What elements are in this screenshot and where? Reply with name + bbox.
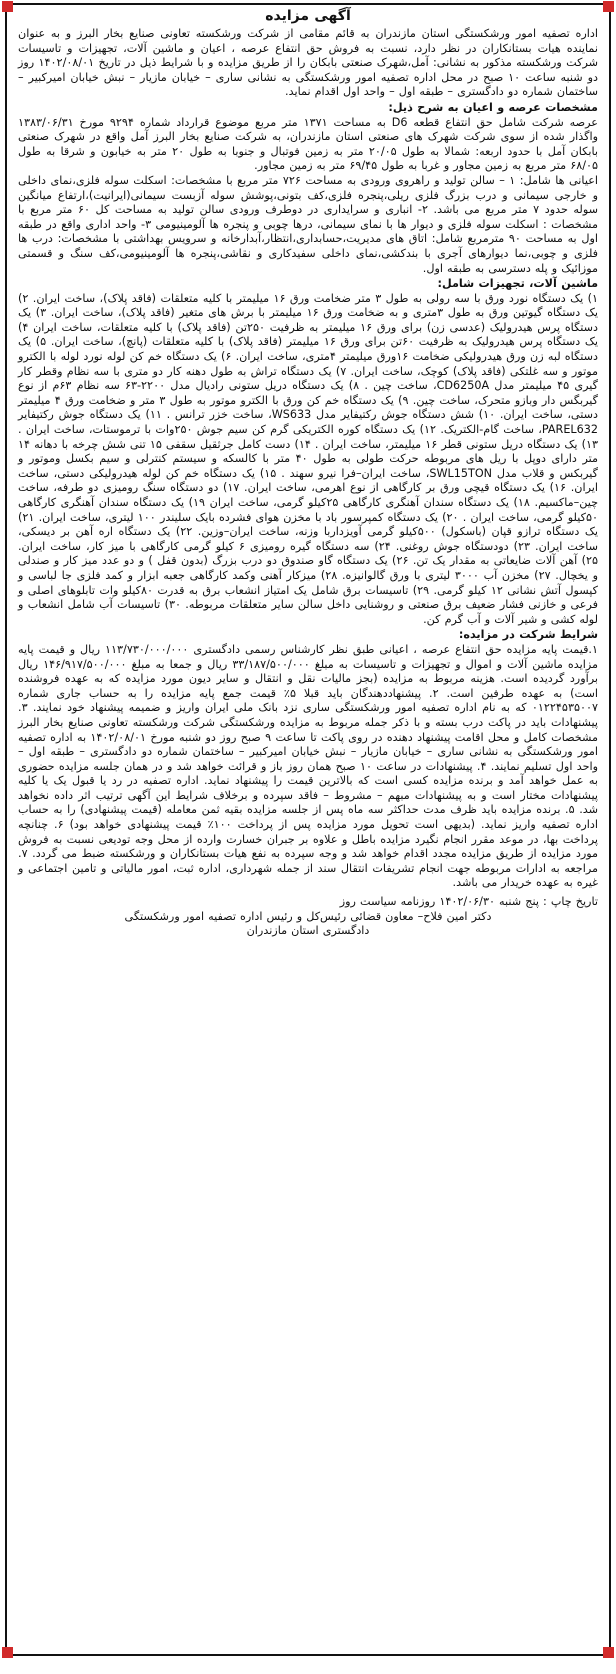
- intro-paragraph: اداره تصفیه امور ورشکستگی استان مازندران به قائم مقامی از شرکت ورشکسته تعاونی صنایع بخار البرز و به عنوان نماینده هیات بستانکاران در نظر دارد، نسبت به فروش حق انتفاع عرصه ، اعیان و ماشین آلات، تجهیزات و تاسیسات شرکت ورشکسته مذکور به نشانی: آمل،شهرک صنعتی بابکان را از طریق مزایده و با شرایط ذیل در تاریخ ۱۴۰۲/۰۸/۰۱ روز دو شنبه ساعت ۱۰ صبح در محل اداره تصفیه امور ورشکستگی به نشانی ساری – خیابان مازیار – نبش خیابان امیرکبیر – ساختمان شماره دو دادگستری – طبقه اول – واحد اول اقدام نماید.: [18, 27, 599, 99]
- notice-title: آگهی مزایده: [265, 8, 351, 24]
- machinery-heading: ماشین آلات، تجهیزات شامل:: [437, 277, 598, 291]
- corner-mark-bottom-left: [2, 1647, 13, 1658]
- signature-line-1: دکتر امین فلاح– معاون قضائی رئیس‌کل و رئیس اداره تصفیه امور ورشکستگی: [124, 909, 492, 923]
- terms-paragraph: ۱.قیمت پایه مزایده حق انتفاع عرصه ، اعیانی طبق نظر کارشناس رسمی دادگستری ۱۱۳/۷۳۰/۰۰۰/۰۰۰ ریال و قیمت پایه مزایده ماشین آلات و اموال و تجهیزات و تاسیسات به مبلغ ۳۳/۱۸۷/۵۰۰/۰۰۰ ریال و جمعا به مبلغ ۱۴۶/۹۱۷/۵۰۰/۰۰۰ ریال برآورد گردیده است. هزینه مربوط به مزایده (بجز مالیات نقل و انتقال و سایر دیون مورد مزایده که به عهده فروشنده است) به عهده طرفین است. ۲. پیشنهاددهندگان باید قبلا ۵٪ قیمت جمع پایه مزایده را به حساب جاری شماره ۰۱۲۲۴۵۳۵۰۰۷ که به نام اداره تصفیه امور ورشکستگی ساری نزد بانک ملی ایران واریز و ضمیمه پیشنهاد خود نمایند. ۳. پیشنهادات باید در پاکت درب بسته و با ذکر جمله مربوط به مزایده ورشکستگی شرکت ورشکسته تعاونی صنایع بخار البرز مشخصات کامل و محل اقامت پیشنهاد دهنده در روی پاکت تا ساعت ۹ صبح روز دو شنبه مورخ ۱۴۰۲/۰۸/۰۱ به اداره تصفیه امور ورشکستگی به نشانی ساری – خیابان مازیار – نبش خیابان امیرکبیر – ساختمان شماره دو دادگستری – طبقه اول – واحد اول تسلیم نمایند. ۴. پیشنهادات در ساعت ۱۰ صبح همان روز باز و قرائت خواهد شد و در همان جلسه مزایده حضوری به عمل خواهد آمد و برنده مزایده کسی است که بالاترین قیمت را پیشنهاد نماید. اداره تصفیه در رد یا قبول یک یا کلیه پیشنهادات مختار است و به پیشنهادات مبهم – مشروط – فاقد سپرده و برخلاف شرایط این آگهی ترتیب اثر داده نخواهد شد. ۵. برنده مزایده باید ظرف مدت حداکثر سه ماه پس از جلسه مزایده بقیه ثمن معامله (قیمت پیشنهادی) را به حساب اداره تصفیه واریز نماید. (بدیهی است تحویل مورد مزایده پس از پرداخت ۱۰۰٪ قیمت پیشنهادی خواهد بود) ۶. چنانچه پرداخت بها، در موعد مقرر انجام نگیرد مزایده باطل و علاوه بر جبران خسارت وارده از محل وجه تودیعی نسبت به فروش مورد مزایده از طریق مزایده مجدد اقدام خواهد شد و وجه سپرده به نفع هیات بستانکاران و ورشکسته ضبط می گردد. ۷. مراجعه به ادارات مربوطه جهت انجام تشریفات انتقال سند از جمله شهرداری، اداره ثبت، امور مالیاتی و تامین اجتماعی و غیره به عهده خریدار می باشد.: [18, 642, 599, 890]
- land-paragraph: عرصه شرکت شامل حق انتفاع قطعه D6 به مساحت ۱۳۷۱ متر مربع موضوع قرارداد شماره ۹۲۹۴ مورخ ۱۳۸۳/۰۶/۳۱ واگذار شده از سوی شرکت شهرک های صنعتی استان مازندران، به شرکت صنایع بخار البرز آمل واقع در شهرک صنعتی بابکان آمل با حدود اربعه: شمالا به طول ۲۰/۰۵ متر به زمین فوتبال و جنوبا به طول ۲۰ متر به خیابون و شرقا به طول ۶۸/۰۵ متر مربع به زمین مجاور و غربا به طول ۶۹/۴۵ متر به زمین مجاور.: [18, 115, 598, 173]
- buildings-paragraph: اعیانی ها شامل: ۱ – سالن تولید و راهروی ورودی به مساحت ۷۲۶ متر مربع با مشخصات: اسکلت سوله فلزی،نمای داخلی و خارجی سیمانی و درب بزرگ فلزی ریلی،پنجره فلزی،کف بتونی،پوشش سوله آزبست سیمانی(ایرانیت)،ارتفاع میانگین سوله حدود ۷ متر مربع می باشد. ۲- انباری و سرایداری در دوطرف ورودی سالن تولید به مساحت کل ۶۰ متر مربع با مشخصات : اسکلت سوله فلزی و دیوار ها با نمای سیمانی، درها چوبی و پنجره ها آلومینیومی ۳- واحد اداری واقع در طبقه اول به مساحت ۹۰ مترمربع شامل: اتاق های مدیریت،حسابداری،انتظار،آبدارخانه و سرویس بهداشتی با مشخصات: درب ها فلزی و چوبی،نما دیوارهای آجری با بندکشی،نمای داخلی سفیدکاری و نقاشی،پنجره ها آلومینیومی،کف سنگ و قسمتی موزائیک و پله دسترسی به طبقه اول.: [18, 173, 598, 275]
- signature-line-2: دادگستری استان مازندران: [246, 924, 370, 938]
- machinery-paragraph: ۱) یک دستگاه نورد ورق با سه رولی به طول ۳ متر ضخامت ورق ۱۶ میلیمتر با کلیه متعلقات (فاقد پلاک)، ساخت ایران. ۲) یک دستگاه گیوتین ورق به طول ۳متری و به ضخامت ورق ۱۶ میلیمتر با برش های متغیر (فاقد پلاک)، ساخت ایران. ۳) یک دستگاه پرس هیدرولیک (عدسی زن) برای ورق ۱۶ میلیمتر به ظرفیت ۲۵۰تن (فاقد پلاک) با کلیه متعلقات، ساخت ایران ۴) یک دستگاه پرس هیدرولیک به ظرفیت ۶۰تن برای ورق ۱۶ میلیمتر (فاقد پلاک) با کلیه متعلقات (پانچ)، ساخت ایران. ۵) یک دستگاه لبه زن ورق هیدرولیکی ضخامت ۱۶ورق میلیمتر ۴متری، ساخت ایران. ۶) یک دستگاه خم کن لوله نورد لوله با الکترو موتور و سه غلتکی (فاقد پلاک) کوچک، ساخت ایران. ۷) یک دستگاه تراش به طول دهنه کار دو متری با سه نظام وقطر کار گیری ۴۵ میلیمتر مدل CD6250A، ساخت چین . ۸) یک دستگاه دریل ستونی رادیال مدل ۲۲۰۰-۶۳ سه نظام ۶۳م از نوع گیربگس دار وبازو متحرک، ساخت چین. ۹) یک دستگاه خم کن ورق با الکترو موتور به طول ۳ متر و ضخامت ورق ۴ میلیمتر دستی، ساخت ایران. ۱۰) شش دستگاه جوش رکتیفایر مدل WS633، ساخت خزر ترانس . ۱۱) یک دستگاه جوش رکتیفایر PAREL632، ساخت گام-الکتریک. ۱۲) یک دستگاه کوره الکتریکی گرم کن سیم جوش ۲۵۰وات با ترموستات، ساخت ایران . ۱۳) یک دستگاه دریل ستونی قطر ۱۶ میلیمتر، ساخت ایران . ۱۴) دست کامل جرثقیل سقفی ۱۵ تنی شش چرخه با دهانه ۱۴ متر دارای دوپل با ریل های مربوطه حرکت طولی به طول ۴۰ متر با کالسکه و سیستم کنترلی و سیم بکسل وموتور و گیربکس و قلاب مدل SWL15TON، ساخت ایران–فرا نیرو سهند . ۱۵) یک دستگاه خم کن لوله هیدرولیکی دستی، ساخت ایران. ۱۶) یک دستگاه قیچی ورق بر کارگاهی از نوع اهرمی، ساخت ایران. ۱۷) دو دستگاه سنگ رومیزی دو طرفه، ساخت چین–ماکسیم. ۱۸) یک دستگاه سندان آهنگری کارگاهی ۲۵کیلو گرمی، ساخت ایران ۱۹) یک دستگاه سندان آهنگری کارگاهی ۵۰کیلو گرمی، ساخت ایران . ۲۰) یک دستگاه کمپرسور باد با مخزن هوای فشرده بایک سلیندر ۱۰۰ لیتری، ساخت ایران. ۲۱) یک دستگاه ترازو قپان (باسکول) ۵۰۰کیلو گرمی آویزداربا وزنه، ساخت ایران–وزین. ۲۲) یک دستگاه اره آهن بر دیسکی، ساخت ایران. ۲۳) دودستگاه جوش روغنی. ۲۴) سه دستگاه گیره رومیزی ۶ کیلو گرمی کارگاهی با میز کار، ساخت ایران. ۲۵) آهن آلات ضایعاتی به مقدار یک تن. ۲۶) یک دستگاه گاو صندوق دو درب بزرگ (بدون قفل ) و دو عدد میز کار و صندلی و یخچال. ۲۷) مخزن آب ۳۰۰۰ لیتری با ورق گالوانیزه. ۲۸) میزکار آهنی وکمد کارگاهی جعبه ابزار و کمد فلزی جا لباسی و کپسول آتش نشانی ۱۲ کیلو گرمی. ۲۹) تاسیسات برق شامل یک امتیاز انشعاب برق به قدرت ۸۰کیلو وات تابلوهای اصلی و فرعی و خازنی فشار ضعیف برق صنعتی و روشنایی داخل سالن سایر متعلقات مربوطه. ۳۰) تاسیسات آب شامل انشعاب و لوله کشی و شیر آلات و آب گرم کن.: [18, 291, 599, 626]
- spec-heading: مشخصات عرصه و اعیان به شرح ذیل:: [388, 100, 598, 114]
- publish-date: تاریخ چاپ : پنج شنبه ۱۴۰۲/۰۶/۳۰ روزنامه سیاست روز: [339, 895, 598, 909]
- notice-body: [8, 6, 608, 939]
- corner-mark-bottom-right: [603, 1647, 614, 1658]
- terms-heading: شرایط شرکت در مزایده:: [458, 628, 598, 642]
